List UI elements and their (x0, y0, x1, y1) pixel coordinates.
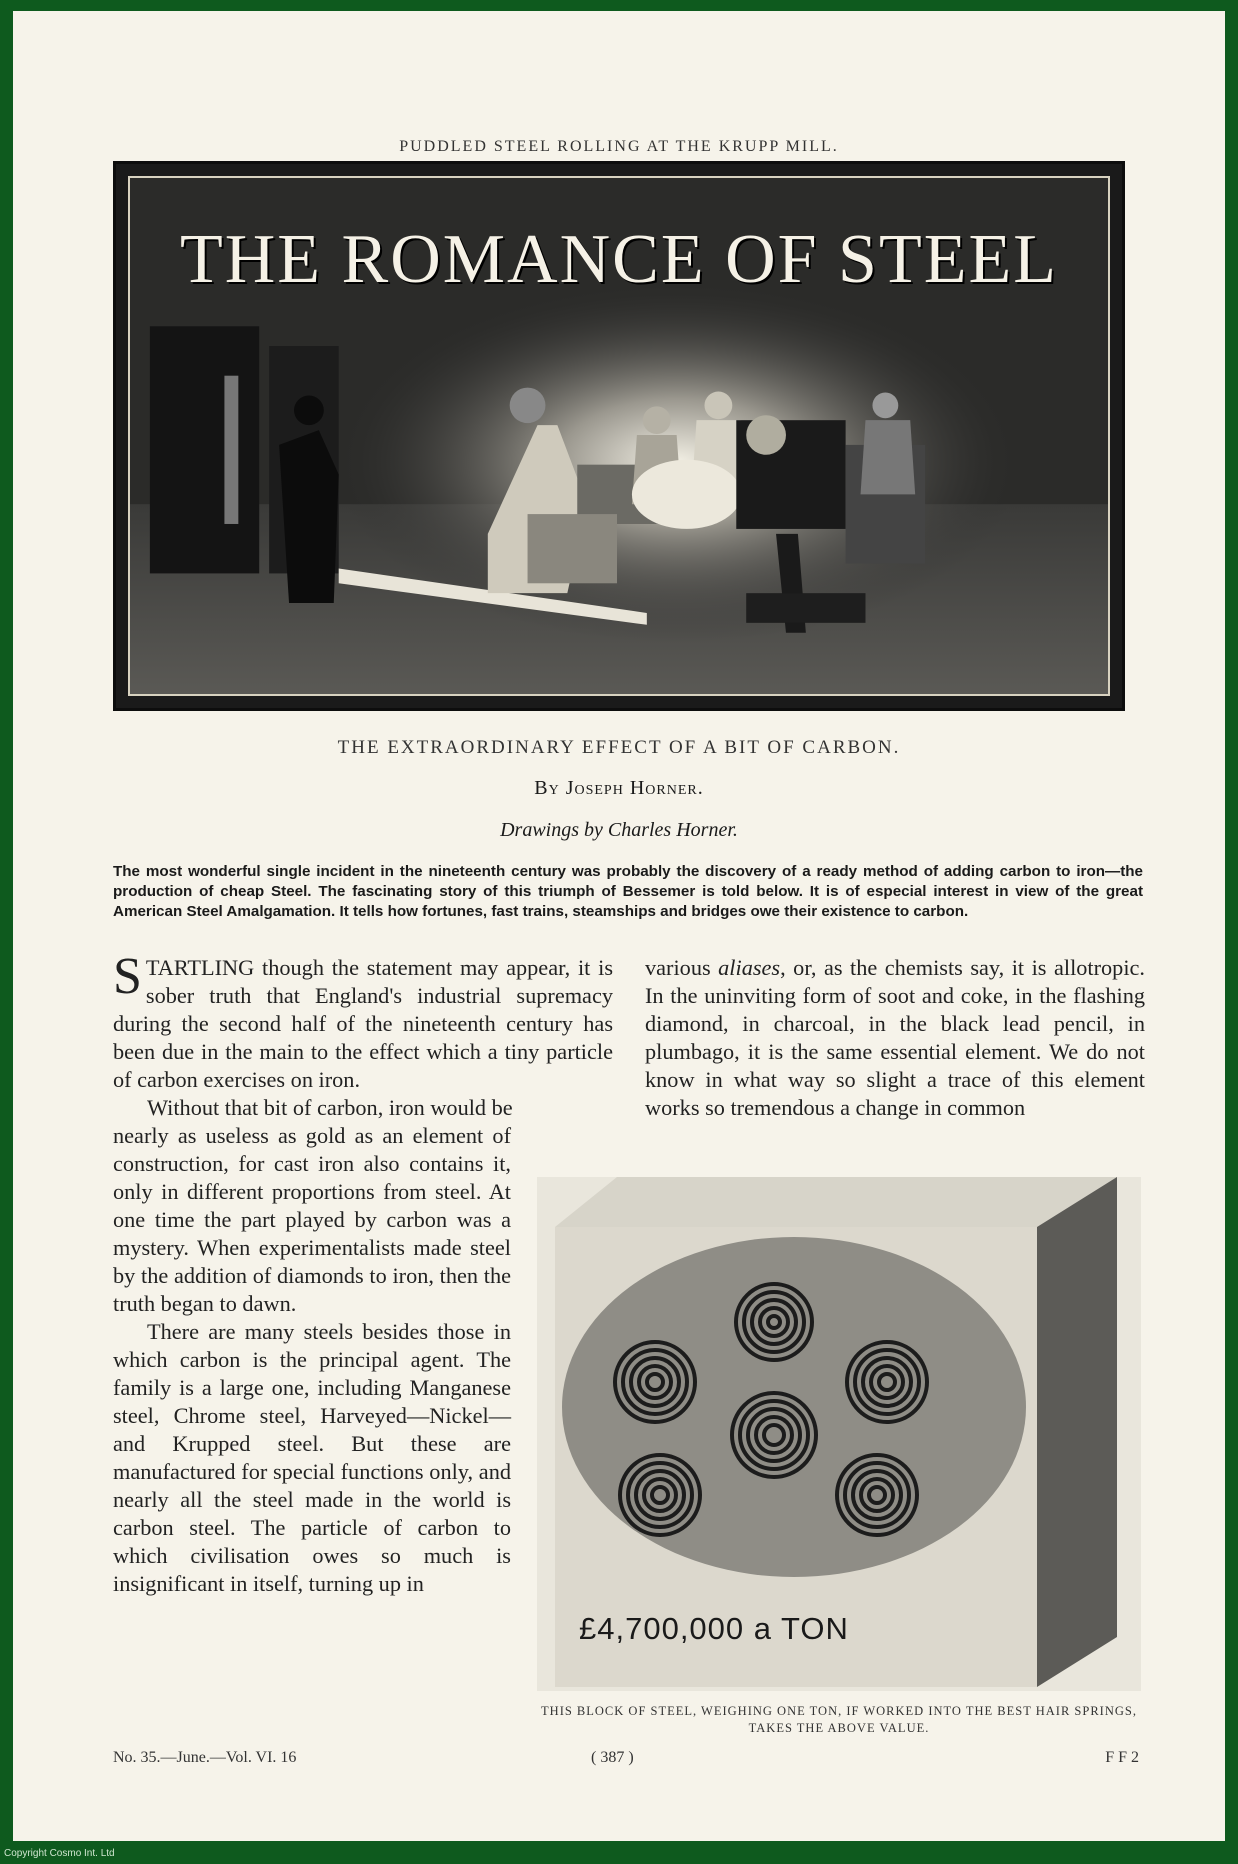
article-column-right (645, 954, 1145, 1122)
figure-caption: THIS BLOCK OF STEEL, WEIGHING ONE TON, IF WORKED INTO THE BEST HAIR SPRINGS, TAKES THE ABOVE VALUE. (541, 1704, 1137, 1735)
paragraph-1-text: TARTLING though the statement may appear, it is sober truth that England's industrial supremacy during the second half of the nineteenth century has been due in the main to the effect which a tiny particle of carbon exercises on iron. (113, 955, 613, 1092)
steel-block-figure (537, 1177, 1141, 1691)
price-label: £4,700,000 a TON (579, 1611, 849, 1646)
paragraph-1 (113, 948, 613, 1094)
author-byline: By Joseph Horner. (534, 777, 704, 799)
article-subtitle: THE EXTRAORDINARY EFFECT OF A BIT OF CARBON. (337, 737, 901, 758)
header-illustration (113, 161, 1125, 711)
illustrator-credit: Drawings by Charles Horner. (500, 819, 738, 841)
page-number: ( 387 ) (591, 1749, 634, 1766)
drop-cap: S (113, 948, 142, 1005)
narrow-column (113, 1122, 511, 1598)
article-title: THE ROMANCE OF STEEL (179, 221, 1059, 298)
issue-info: No. 35.—June.—Vol. VI. 16 (113, 1749, 297, 1766)
paragraph-3: There are many steels besides those in which carbon is the principal agent. The family is a large one, including Manganese steel, Chrome steel, Harveyed—Nickel—and Krupped steel. But these are manufactured for special functions only, and nearly all the steel made in the world is carbon steel. The particle of carbon to which civilisation owes so much is insignificant in itself, turning up in (113, 1319, 511, 1596)
col2-aliases: aliases (718, 955, 781, 980)
paragraph-2-rest: nearly as useless as gold as an element of construction, for cast iron also contains it, only in different proportions from steel. At one time the part played by carbon was a mystery. When experimentalists made steel by the addition of diamonds to iron, then the truth began to dawn. (113, 1123, 511, 1316)
paragraph-col2 (645, 954, 1145, 1122)
article-abstract: The most wonderful single incident in the nineteenth century was probably the discovery of a ready method of adding carbon to iron—the production of cheap Steel. The fascinating story of this triumph of Bessemer is told below. It is of especial interest in view of the great American Steel Amalgamation. It tells how fortunes, fast trains, steamships and bridges owe their existence to carbon. (113, 863, 1143, 920)
magazine-page (13, 11, 1225, 1841)
paragraph-2-lead: Without that bit of carbon, iron would be (147, 1095, 513, 1120)
col2-text-b: , or, as the chemists say, it is allotropic. In the uninviting form of soot and coke, in the flashing diamond, in charcoal, in the black lead pencil, in plumbago, it is the same essential element. We do not know in what way so slight a trace of this element works so tremendous a change in common (645, 955, 1145, 1120)
col2-text-a: various (645, 955, 719, 980)
copyright-notice: Copyright Cosmo Int. Ltd (4, 1848, 115, 1859)
running-head: PUDDLED STEEL ROLLING AT THE KRUPP MILL. (399, 138, 839, 155)
signature-mark: F F 2 (1105, 1749, 1139, 1766)
illustration-frame (128, 176, 1110, 696)
